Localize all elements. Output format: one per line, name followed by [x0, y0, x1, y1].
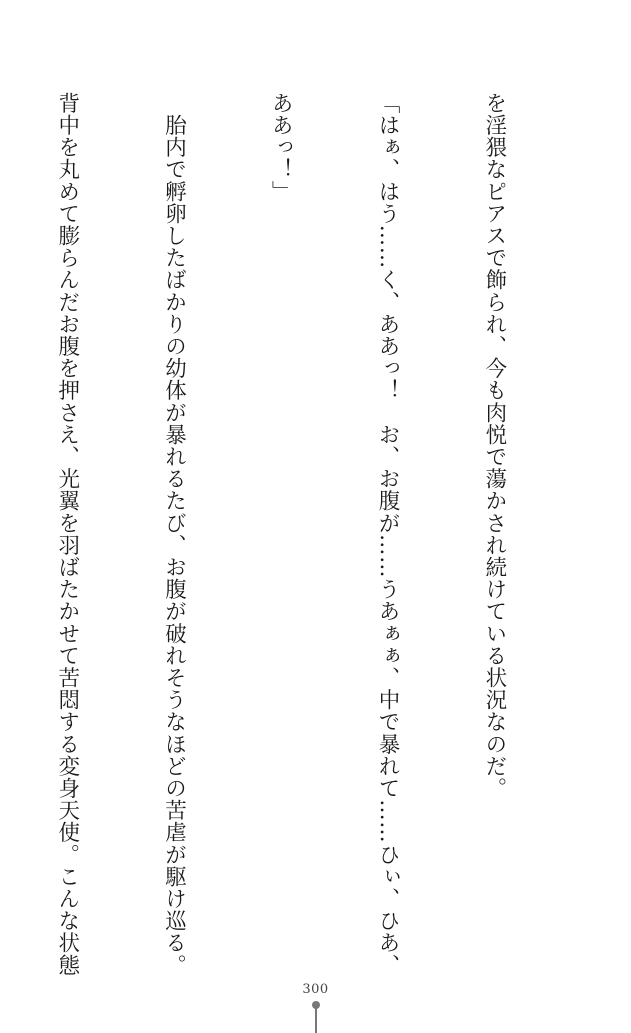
text-line: 背中を丸めて膨らんだお腹を押さえ、光翼を羽ばたかせて苦悶する変身天使。こんな状態 [54, 92, 80, 976]
text-line: ああっ！」 [268, 92, 294, 203]
text-line: 「はぁ、はう……く、ああっ！ お、お腹が……うあぁぁ、中で暴れて……ひぃ、ひあ、 [375, 92, 401, 976]
text-line: を淫猥なピアスで飾られ、今も肉悦で蕩かされ続けている状況なのだ。 [481, 92, 507, 800]
page-marker-line [315, 1008, 317, 1033]
text-line: 胎内で孵卵したばかりの幼体が暴れるたび、お腹が破れそうなほどの苦虐が駆け巡る。 [161, 92, 187, 976]
vertical-text-body [0, 92, 583, 976]
page-number: 300 [302, 982, 329, 997]
